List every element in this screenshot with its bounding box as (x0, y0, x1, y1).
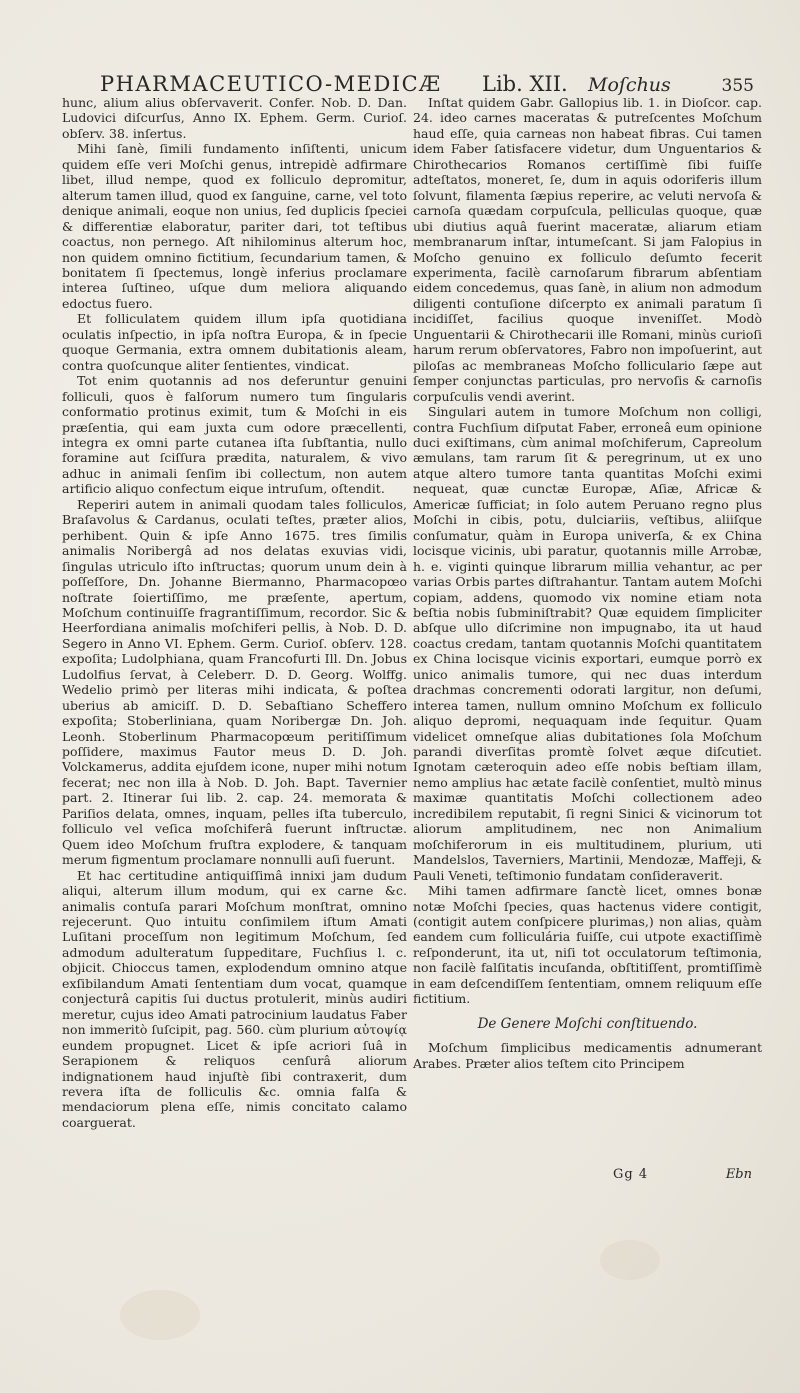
paragraph: Moſchum ſimplicibus medicamentis adnumerant Arabes. Præter alios teſtem cito Principem (413, 1040, 762, 1071)
paragraph: Singulari autem in tumore Moſchum non colligi, contra Fuchſium diſputat Faber, erroneâ eum opinione duci exiſtimans, cùm animal moſchiferum, Capreolum æmulans, tam rarum ſit & peregrinum, ut ex uno atque altero tumore tanta quantitas Moſchi eximi nequeat, quæ cunctæ Europæ, Aſiæ, Africæ & Americæ ſufficiat; in ſolo autem Peruano regno plus Moſchi in cibis, potu, dulciariis, veſtibus, aliiſque conſumatur, quàm in Europa univerſa, & ex China locisque vicinis, ubi paratur, quotannis mille Arrobæ, h. e. viginti quinque librarum millia vehantur, ac per varias Orbis partes diſtrahantur. Tantam autem Moſchi copiam, addens, quomodo vix nomine etiam nota beſtia nobis ſubminiſtrabit? Quæ equidem ſimpliciter abſque ullo diſcrimine non impugnabo, ita ut haud coactus credam, tantam quotannis Moſchi quantitatem ex China locisque vicinis exportari, eumque porrò ex unico animalis tumore, qui nec duas interdum drachmas concrementi odorati largitur, non deſumi, interea tamen, nullum omnino Moſchum ex folliculo aliquo depromi, nequaquam inde ſequitur. Quam videlicet omneſque alias dubitationes ſola Moſchum parandi diverſitas promtè ſolvet æque diſcutiet. Ignotam cæteroquin adeo eſſe nobis beſtiam illam, nemo amplius hac ætate facilè conſentiet, multò minus maximæ quantitatis Moſchi collectionem adeo incredibilem reputabit, ſi regni Sinici & vicinorum tot aliorum amplitudinem, nec non Animalium moſchiferorum in eis multitudinem, plurium, uti Mandelslos, Taverniers, Martinii, Mendozæ, Maffeji, & Pauli Veneti, teſtimonio fundatam conſideraverit. (413, 404, 762, 883)
paragraph: Inſtat quidem Gabr. Gallopius lib. 1. in Dioſcor. cap. 24. ideo carnes maceratas & putreſcentes Moſchum haud eſſe, quia carneas non habeat fibras. Cui tamen idem Faber ſatisfacere videtur, dum Unguentarios & Chirothecarios Romanos certiſſimè ſibi fuiſſe adteſtatos, moneret, ſe, dum in aquis odoriferis illum ſolvunt, filamenta ſæpius reperire, ac veluti nervoſa & carnoſa quædam corpuſcula, pelliculas quoque, quæ ubi diutius aquâ fuerint maceratæ, aliarum etiam membranarum inſtar, intumeſcant. Si jam Falopius in Moſcho genuino ex folliculo deſumto fecerit experimenta, facilè carnoſarum fibrarum abſentiam eidem concedemus, quas ſanè, in alium non admodum diligenti contuſione diſcerpto ex animali paratum ſi incidiſſet, facilius quoque inveniſſet. Modò Unguentarii & Chirothecarii ille Romani, minùs curioſi harum rerum obſervatores, Fabro non impoſuerint, aut piloſas ac membraneas Moſcho folliculario ſæpe aut ſemper conjunctas particulas, pro nervoſis & carnoſis corpuſculis vendi averint. (413, 95, 762, 404)
left-column (62, 95, 407, 1130)
paragraph: Et hac certitudine antiquiſſimâ innixi jam dudum aliqui, alterum illum modum, qui ex carne &c. animalis contuſa parari Moſchum monſtrat, omnino rejecerunt. Quo intuitu conſimilem iſtum Amati Luſitani proceſſum non legitimum Moſchum, ſed admodum adulteratum ſuppeditare, Fuchſius l. c. objicit. Chioccus tamen, explodendum omnino atque exſibilandum Amati ſententiam dum vocat, quamque conjecturâ capitis ſui ductus protulerit, minùs audiri meretur, cujus ideo Amati patrocinium laudatus Faber non immeritò ſuſcipit, pag. 560. cùm plurium αὐτοψίᾳ eundem propugnet. Licet & ipſe acriori ſuâ in Serapionem & reliquos cenſurâ aliorum indignationem haud injuſtè ſibi contraxerit, dum revera iſta de folliculis &c. omnia falſa & mendaciorum plena eſſe, nimis concitato calamo coarguerat. (62, 867, 407, 1130)
paper-stain (600, 1240, 660, 1280)
book-number: Lib. XII. (482, 72, 568, 96)
section-heading: De Genere Moſchi conſtituendo. (477, 1015, 698, 1032)
running-subject: Moſchus (588, 74, 671, 96)
paper-stain (120, 1290, 200, 1340)
catchword: Ebn (725, 1167, 752, 1182)
page-number: 355 (721, 76, 754, 96)
right-column (413, 95, 762, 1071)
signature-mark: Gg 4 (613, 1167, 649, 1182)
running-title: PHARMACEUTICO-MEDICÆ (100, 72, 442, 96)
paragraph: Mihi ſanè, ſimili fundamento inſiſtenti, unicum quidem eſſe veri Moſchi genus, intrepidè adfirmare libet, illud nempe, quod ex folliculo depromitur, alterum tamen illud, quod ex ſanguine, carne, vel toto denique animali, eoque non unius, ſed duplicis ſpeciei & differentiæ elaboratur, pariter dari, tot teſtibus coactus, non pernego. Aſt nihilominus alterum hoc, non quidem omnino fictitium, ſecundarium tamen, & bonitatem ſi ſpectemus, longè inferius proclamare interea ſuſtineo, uſque dum meliora aliquando edoctus fuero. (62, 141, 407, 311)
paragraph: Tot enim quotannis ad nos deferuntur genuini folliculi, quos è falſorum numero tum ſingularis conformatio protinus eximit, tum & Moſchi in eis præſentia, qui eam juxta cum odore præcellenti, integra ex omni parte cutanea iſta ſubſtantia, nullo foramine aut ſciſſura prædita, naturalem, & vivo adhuc in animali ſenſim ibi collectum, non autem artificio aliquo confectum eique intruſum, oſtendit. (62, 373, 407, 497)
paragraph: hunc, alium alius obſervaverit. Confer. Nob. D. Dan. Ludovici diſcurſus, Anno IX. Ephem. Germ. Curioſ. obſerv. 38. inſertus. (62, 95, 407, 141)
page-footer (413, 1167, 762, 1187)
paragraph: Mihi tamen adfirmare ſanctè licet, omnes bonæ notæ Moſchi ſpecies, quas hactenus videre contigit, (contigit autem conſpicere plurimas,) non alias, quàm eandem cum folliculária fuiſſe, cui utpote exactiſſimè reſponderunt, ita ut, niſi tot occulatorum teſtimonia, non facilè falſitatis incuſanda, obſtitiſſent, promtiſſimè in eam deſcendiſſem ſententiam, omnem reliquum eſſe fictitium. (413, 883, 762, 1007)
paragraph: Et folliculatem quidem illum ipſa quotidiana oculatis inſpectio, in ipſa noſtra Europa, & in ſpecie quoque Germania, extra omnem dubitationis aleam, contra quoſcunque aliter ſentientes, vindicat. (62, 311, 407, 373)
paragraph: Reperiri autem in animali quodam tales folliculos, Braſavolus & Cardanus, oculati teſtes, præter alios, perhibent. Quin & ipſe Anno 1675. tres ſimilis animalis Noribergâ ad nos delatas exuvias vidi, ſingulas utriculo iſto inſtructas; quorum unum dein à poſſeſſore, Dn. Johanne Biermanno, Pharmacopœo noſtrate ſoiertiſſimo, me præſente, apertum, Moſchum continuiſſe fragrantiſſimum, recordor. Sic & Heerfordiana animalis moſchiferi pellis, à Nob. D. D. Segero in Anno VI. Ephem. Germ. Curioſ. obſerv. 128. expoſita; Ludolphiana, quam Francofurti Ill. Dn. Jobus Ludolfius ſervat, à Celeberr. D. D. Georg. Wolffg. Wedelio primò per literas mihi indicata, & poſtea uberius ab amiciſſ. D. D. Sebaſtiano Scheffero expoſita; Stoberliniana, quam Noribergæ Dn. Joh. Leonh. Stoberlinum Pharmacopœum peritiſſimum poſſidere, maximus Fautor meus D. D. Joh. Volckamerus, addita ejuſdem icone, nuper mihi notum fecerat; nec non illa à Nob. D. Joh. Bapt. Tavernier part. 2. Itinerar ſui lib. 2. cap. 24. memorata & Pariſios delata, omnes, inquam, pelles iſta tuberculo, folliculo vel veſica moſchiferâ fuerunt inſtructæ. Quem ideo Moſchum fruſtra explodere, & tanquam merum figmentum proclamare nonnulli auſi fuerunt. (62, 496, 407, 868)
